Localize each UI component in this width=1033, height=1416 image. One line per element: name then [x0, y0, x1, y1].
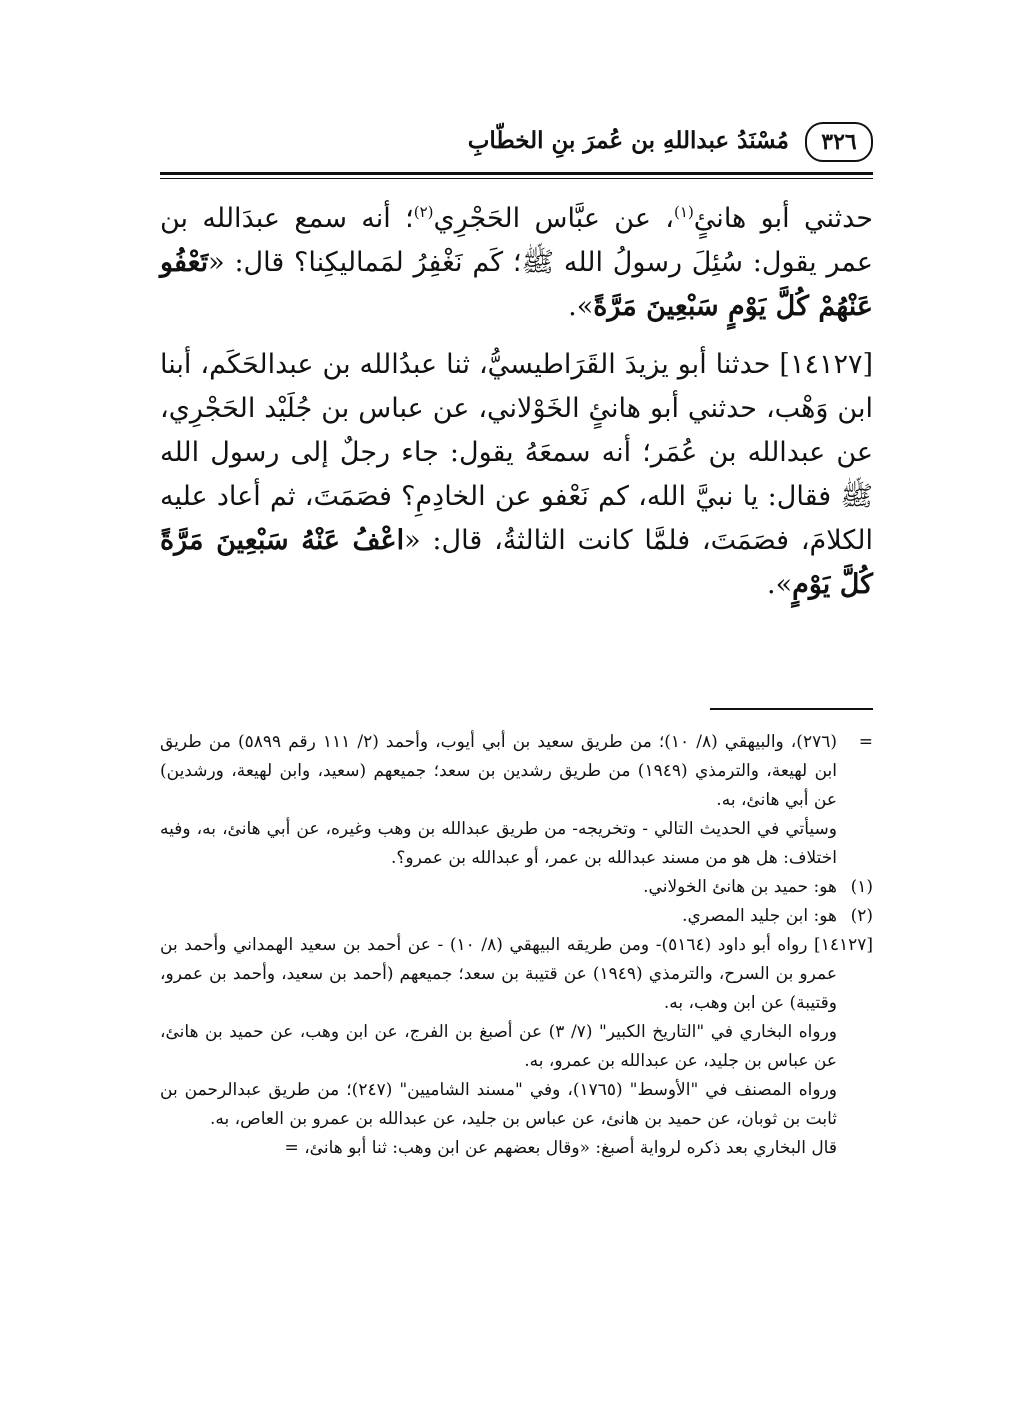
text-run: ؛ أنه سمع عبدَالله بن عمر يقول: سُئِلَ رسولُ الله ﷺ؛ كَم نَغْفِرُ لمَماليكِنا؟ قال: « — [160, 203, 873, 278]
text-run: [١٤١٢٧] حدثنا أبو يزيدَ القَرَاطيسيُّ، ثنا عبدُالله بن عبدالحَكَم، أبنا ابن وَهْب، حدثني أبو هانئٍ الخَوْلاني، عن عباس بن جُلَيْد الحَجْرِي، عن عبدالله بن عُمَر؛ أنه سمعَهُ يقول: جاء رجلٌ إلى رسول الله ﷺ فقال: يا نبيَّ الله، كم نَعْفو عن الخادِمِ؟ فصَمَتَ، ثم أعاد عليه الكلامَ، فصَمَتَ، فلمَّا كانت الثالثةُ، قال: « — [160, 349, 874, 556]
footnote-number: (١) — [850, 877, 873, 897]
footnote-ref-1: (١) — [674, 203, 694, 221]
footnote-text: هو: حميد بن هانئ الخولاني. — [643, 877, 837, 897]
footnote-separator — [710, 708, 873, 710]
hadith-paragraph-1 — [160, 190, 873, 329]
footnotes — [160, 728, 873, 1163]
footnote-2 — [160, 902, 873, 931]
footnote-text: وسيأتي في الحديث التالي - وتخريجه- من طريق عبدالله بن وهب وغيره، عن أبي هانئ، به، وفيه اختلاف: هل هو من مسند عبدالله بن عمر، أو عبدالله بن عمرو؟. — [160, 819, 837, 868]
prophetic-saying: اعْفُ عَنْهُ سَبْعِينَ مَرَّةً كُلَّ يَوْمٍ — [160, 525, 873, 600]
footnote-continuation — [160, 728, 873, 873]
footnote-ref-2: (٢) — [413, 203, 434, 221]
continuation-mark: = — [858, 732, 873, 752]
footnote-text: ورواه البخاري في "التاريخ الكبير" (٧/ ٣) عن أصبغ بن الفرج، عن ابن وهب، عن حميد بن هانئ، عن عباس بن جليد، عن عبدالله بن عمرو، به. — [160, 1022, 837, 1071]
header-rule-thin — [160, 178, 873, 179]
footnote-number: (٢) — [850, 906, 873, 926]
text-run: ، عن عبَّاس الحَجْرِي — [433, 203, 675, 234]
footnote-text: قال البخاري بعد ذكره لرواية أصبغ: «وقال بعضهم عن ابن وهب: ثنا أبو هانئ، = — [284, 1138, 837, 1158]
text-run: ». — [767, 569, 793, 600]
hadith-paragraph-14127 — [160, 343, 873, 607]
footnote-text: [١٤١٢٧] رواه أبو داود (٥١٦٤)- ومن طريقه البيهقي (٨/ ١٠) - عن أحمد بن سعيد الهمداني وأحمد بن عمرو بن السرح، والترمذي (١٩٤٩) عن قتيبة بن سعد؛ جميعهم (أحمد بن سعيد، وأحمد بن عمرو، وقتيبة) عن ابن وهب، به. — [160, 935, 873, 1013]
footnote-text: هو: ابن جليد المصري. — [682, 906, 837, 926]
main-text — [160, 190, 873, 607]
takhrij-14127 — [160, 931, 873, 1163]
footnote-text: ورواه المصنف في "الأوسط" (١٧٦٥)، وفي "مسند الشاميين" (٢٤٧)؛ من طريق عبدالرحمن بن ثابت بن ثوبان، عن حميد بن هانئ، عن عباس بن جليد، عن عبدالله بن عمرو بن العاص، به. — [160, 1080, 838, 1129]
page-header — [160, 118, 873, 174]
page-number: ٣٢٦ — [805, 122, 873, 162]
running-title: مُسْنَدُ عبداللهِ بن عُمرَ بنِ الخطّابِ — [467, 127, 789, 154]
text-run: حدثني أبو هانئٍ — [693, 203, 873, 234]
footnote-text: (٢٧٦)، والبيهقي (٨/ ١٠)؛ من طريق سعيد بن أبي أيوب، وأحمد (٢/ ١١١ رقم ٥٨٩٩) من طريق ابن لهيعة، والترمذي (١٩٤٩) من طريق رشدين بن سعد؛ جميعهم (سعيد، وابن لهيعة، ورشدين) عن أبي هانئ، به. — [160, 732, 837, 810]
text-run: ». — [568, 291, 594, 322]
prophetic-saying: تَعْفُو عَنْهُمْ كُلَّ يَوْمٍ سَبْعِينَ مَرَّةً — [160, 247, 873, 322]
header-rule-thick — [160, 172, 873, 175]
footnote-1 — [160, 873, 873, 902]
